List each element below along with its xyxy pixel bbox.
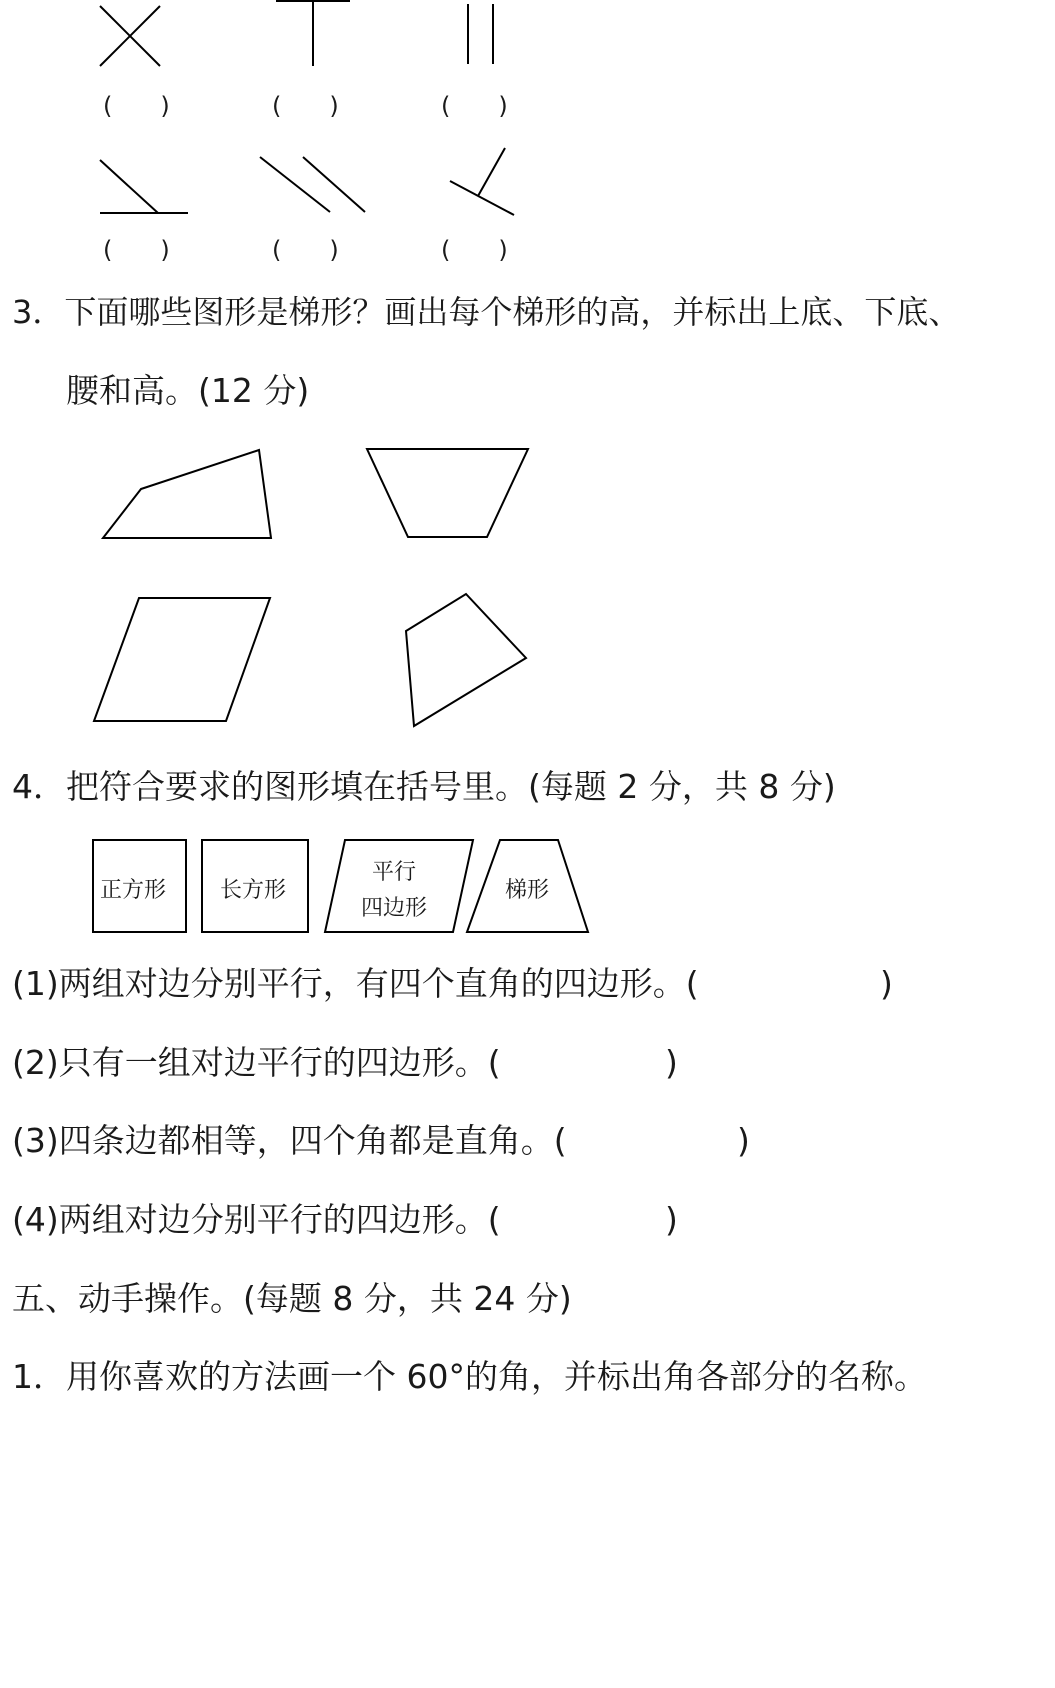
q4-item-2: (2)只有一组对边平行的四边形。( bbox=[12, 1043, 501, 1082]
q3-line2: 腰和高。(12 分) bbox=[66, 371, 310, 410]
vertical-parallel-lines-figure bbox=[468, 4, 493, 64]
q4-item-1-close: ) bbox=[880, 964, 893, 1003]
q4-item-2-close: ) bbox=[665, 1043, 678, 1082]
parallelogram-label-line2: 四边形 bbox=[361, 896, 428, 921]
answer-paren-1[interactable]: ( ) bbox=[103, 92, 170, 120]
oblique-line-on-base-figure bbox=[100, 160, 188, 213]
answer-paren-2[interactable]: ( ) bbox=[272, 92, 339, 120]
trapezoid-inverted-figure bbox=[367, 449, 528, 537]
square-label: 正方形 bbox=[100, 878, 167, 903]
q4-title: 4．把符合要求的图形填在括号里。(每题 2 分，共 8 分) bbox=[12, 767, 836, 806]
perpendicular-t-figure bbox=[276, 1, 350, 66]
parallelogram-figure bbox=[94, 598, 270, 721]
q4-item-4: (4)两组对边分别平行的四边形。( bbox=[12, 1200, 501, 1239]
rectangle-label: 长方形 bbox=[220, 878, 287, 903]
trapezoid-label: 梯形 bbox=[505, 878, 550, 903]
q3-line1: 3．下面哪些图形是梯形？画出每个梯形的高，并标出上底、下底、 bbox=[12, 293, 961, 331]
section5-title: 五、动手操作。(每题 8 分，共 24 分) bbox=[12, 1279, 572, 1318]
perpendicular-tilted-figure bbox=[450, 148, 514, 215]
intersecting-lines-figure bbox=[100, 6, 160, 66]
q4-item-4-close: ) bbox=[665, 1200, 678, 1239]
answer-paren-5[interactable]: ( ) bbox=[272, 236, 339, 264]
irregular-quadrilateral-figure bbox=[406, 594, 526, 726]
answer-paren-6[interactable]: ( ) bbox=[441, 236, 508, 264]
q4-item-3: (3)四条边都相等，四个角都是直角。( bbox=[12, 1121, 567, 1160]
q4-item-3-close: ) bbox=[737, 1121, 750, 1160]
trapezoid-right-angled-figure bbox=[103, 450, 271, 538]
q4-item-1: (1)两组对边分别平行，有四个直角的四边形。( bbox=[12, 964, 699, 1003]
diagonal-parallel-lines-figure bbox=[260, 157, 365, 212]
parallelogram-label-line1: 平行 bbox=[372, 860, 417, 885]
answer-paren-3[interactable]: ( ) bbox=[441, 92, 508, 120]
answer-paren-4[interactable]: ( ) bbox=[103, 236, 170, 264]
section5-q1: 1．用你喜欢的方法画一个 60°的角，并标出角各部分的名称。 bbox=[12, 1357, 927, 1396]
